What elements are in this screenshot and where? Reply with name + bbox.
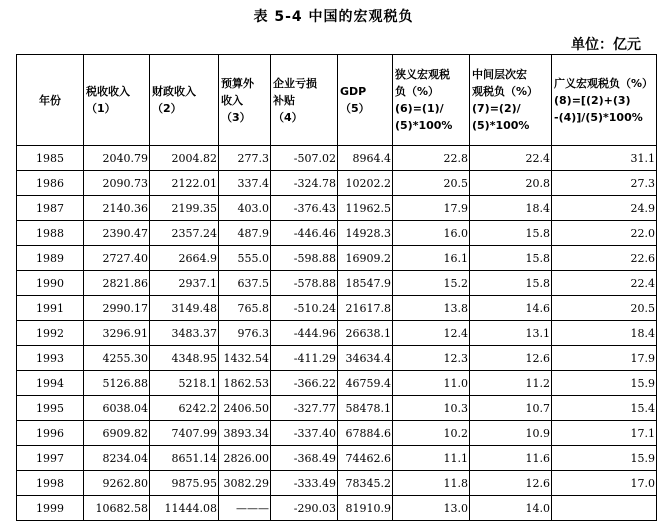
header-line: 观税负（%）	[472, 85, 539, 98]
table-row	[17, 346, 657, 371]
cell-extra-budgetary: 2826.00	[219, 446, 271, 471]
cell-year: 1996	[17, 421, 84, 446]
table-row	[17, 171, 657, 196]
cell-fiscal-revenue: 4348.95	[150, 346, 219, 371]
header-line: （2）	[152, 102, 182, 115]
header-line: 预算外	[221, 76, 254, 90]
cell-broad-burden: 24.9	[552, 196, 657, 221]
cell-broad-burden: 20.5	[552, 296, 657, 321]
cell-gdp: 46759.4	[338, 371, 393, 396]
cell-enterprise-subsidy: -327.77	[271, 396, 338, 421]
cell-narrow-burden: 10.2	[393, 421, 470, 446]
cell-gdp: 26638.1	[338, 321, 393, 346]
table-title: 表 5-4 中国的宏观税负	[253, 9, 414, 25]
header-line: （5）	[340, 102, 370, 115]
table-body	[17, 146, 657, 521]
cell-broad-burden: 22.4	[552, 271, 657, 296]
cell-enterprise-subsidy: -507.02	[271, 146, 338, 171]
cell-narrow-burden: 16.0	[393, 221, 470, 246]
cell-fiscal-revenue: 2122.01	[150, 171, 219, 196]
cell-year: 1999	[17, 496, 84, 521]
cell-gdp: 34634.4	[338, 346, 393, 371]
cell-extra-budgetary: 555.0	[219, 246, 271, 271]
cell-narrow-burden: 11.0	[393, 371, 470, 396]
header-line: 狭义宏观税	[395, 68, 450, 81]
header-extra-budgetary	[219, 55, 271, 146]
cell-tax-revenue: 10682.58	[84, 496, 150, 521]
cell-tax-revenue: 2090.73	[84, 171, 150, 196]
cell-year: 1985	[17, 146, 84, 171]
cell-broad-burden: 27.3	[552, 171, 657, 196]
header-tax-revenue	[84, 55, 150, 146]
header-line: 年份	[39, 93, 61, 107]
cell-extra-budgetary: 3082.29	[219, 471, 271, 496]
cell-enterprise-subsidy: -510.24	[271, 296, 338, 321]
cell-fiscal-revenue: 11444.08	[150, 496, 219, 521]
table-row	[17, 496, 657, 521]
cell-middle-burden: 14.6	[470, 296, 552, 321]
cell-fiscal-revenue: 9875.95	[150, 471, 219, 496]
cell-broad-burden: 17.0	[552, 471, 657, 496]
cell-year: 1997	[17, 446, 84, 471]
cell-gdp: 10202.2	[338, 171, 393, 196]
cell-middle-burden: 14.0	[470, 496, 552, 521]
cell-gdp: 78345.2	[338, 471, 393, 496]
cell-tax-revenue: 6909.82	[84, 421, 150, 446]
cell-year: 1989	[17, 246, 84, 271]
cell-enterprise-subsidy: -578.88	[271, 271, 338, 296]
cell-enterprise-subsidy: -598.88	[271, 246, 338, 271]
cell-tax-revenue: 2040.79	[84, 146, 150, 171]
cell-extra-budgetary: 3893.34	[219, 421, 271, 446]
header-line: -(4)]/(5)*100%	[554, 110, 643, 124]
cell-narrow-burden: 11.1	[393, 446, 470, 471]
cell-broad-burden: 22.0	[552, 221, 657, 246]
cell-fiscal-revenue: 2937.1	[150, 271, 219, 296]
cell-fiscal-revenue: 2004.82	[150, 146, 219, 171]
cell-tax-revenue: 2390.47	[84, 221, 150, 246]
macro-tax-burden-table	[16, 54, 657, 521]
unit-label: 单位：亿元	[571, 37, 641, 53]
table-row	[17, 471, 657, 496]
cell-middle-burden: 10.9	[470, 421, 552, 446]
cell-gdp: 21617.8	[338, 296, 393, 321]
cell-fiscal-revenue: 2357.24	[150, 221, 219, 246]
cell-tax-revenue: 5126.88	[84, 371, 150, 396]
header-year	[17, 55, 84, 146]
cell-tax-revenue: 4255.30	[84, 346, 150, 371]
header-line: 企业亏损	[273, 76, 317, 90]
table-row	[17, 196, 657, 221]
cell-tax-revenue: 2990.17	[84, 296, 150, 321]
header-line: 财政收入	[152, 85, 196, 98]
cell-year: 1993	[17, 346, 84, 371]
cell-narrow-burden: 13.8	[393, 296, 470, 321]
cell-year: 1990	[17, 271, 84, 296]
cell-tax-revenue: 6038.04	[84, 396, 150, 421]
cell-extra-budgetary: 2406.50	[219, 396, 271, 421]
header-fiscal-revenue	[150, 55, 219, 146]
header-line: 收入	[221, 93, 243, 107]
table-row	[17, 371, 657, 396]
cell-middle-burden: 18.4	[470, 196, 552, 221]
cell-fiscal-revenue: 3483.37	[150, 321, 219, 346]
header-enterprise-subsidy	[271, 55, 338, 146]
cell-broad-burden	[552, 496, 657, 521]
cell-year: 1987	[17, 196, 84, 221]
cell-tax-revenue: 2821.86	[84, 271, 150, 296]
cell-fiscal-revenue: 5218.1	[150, 371, 219, 396]
header-line: GDP	[340, 85, 367, 98]
cell-enterprise-subsidy: -366.22	[271, 371, 338, 396]
cell-middle-burden: 15.8	[470, 221, 552, 246]
cell-narrow-burden: 11.8	[393, 471, 470, 496]
header-line: 中间层次宏	[472, 68, 527, 81]
cell-middle-burden: 15.8	[470, 246, 552, 271]
cell-broad-burden: 15.9	[552, 371, 657, 396]
cell-tax-revenue: 9262.80	[84, 471, 150, 496]
cell-gdp: 11962.5	[338, 196, 393, 221]
cell-enterprise-subsidy: -444.96	[271, 321, 338, 346]
cell-tax-revenue: 3296.91	[84, 321, 150, 346]
header-line: (7)=(2)/	[472, 102, 521, 115]
cell-middle-burden: 11.6	[470, 446, 552, 471]
cell-year: 1998	[17, 471, 84, 496]
cell-gdp: 81910.9	[338, 496, 393, 521]
cell-middle-burden: 11.2	[470, 371, 552, 396]
cell-narrow-burden: 22.8	[393, 146, 470, 171]
table-row	[17, 146, 657, 171]
cell-extra-budgetary: ———	[219, 496, 271, 521]
cell-narrow-burden: 12.3	[393, 346, 470, 371]
cell-year: 1992	[17, 321, 84, 346]
cell-gdp: 74462.6	[338, 446, 393, 471]
header-gdp	[338, 55, 393, 146]
cell-extra-budgetary: 403.0	[219, 196, 271, 221]
table-row	[17, 296, 657, 321]
cell-narrow-burden: 20.5	[393, 171, 470, 196]
cell-fiscal-revenue: 7407.99	[150, 421, 219, 446]
cell-year: 1994	[17, 371, 84, 396]
cell-narrow-burden: 15.2	[393, 271, 470, 296]
cell-fiscal-revenue: 2199.35	[150, 196, 219, 221]
cell-extra-budgetary: 765.8	[219, 296, 271, 321]
cell-extra-budgetary: 637.5	[219, 271, 271, 296]
header-line: (5)*100%	[395, 119, 453, 132]
cell-extra-budgetary: 337.4	[219, 171, 271, 196]
cell-enterprise-subsidy: -324.78	[271, 171, 338, 196]
table-row	[17, 246, 657, 271]
cell-middle-burden: 10.7	[470, 396, 552, 421]
header-line: 税收收入	[86, 85, 130, 98]
cell-middle-burden: 22.4	[470, 146, 552, 171]
cell-extra-budgetary: 277.3	[219, 146, 271, 171]
header-line: 广义宏观税负（%）	[554, 76, 654, 90]
cell-tax-revenue: 2727.40	[84, 246, 150, 271]
cell-narrow-burden: 13.0	[393, 496, 470, 521]
cell-broad-burden: 22.6	[552, 246, 657, 271]
table-row	[17, 421, 657, 446]
cell-gdp: 18547.9	[338, 271, 393, 296]
cell-narrow-burden: 12.4	[393, 321, 470, 346]
header-broad-burden	[552, 55, 657, 146]
table-row	[17, 321, 657, 346]
table-row	[17, 446, 657, 471]
cell-gdp: 8964.4	[338, 146, 393, 171]
cell-middle-burden: 20.8	[470, 171, 552, 196]
cell-fiscal-revenue: 2664.9	[150, 246, 219, 271]
cell-year: 1988	[17, 221, 84, 246]
header-row	[17, 55, 657, 146]
cell-fiscal-revenue: 8651.14	[150, 446, 219, 471]
table-row	[17, 221, 657, 246]
cell-extra-budgetary: 1432.54	[219, 346, 271, 371]
cell-enterprise-subsidy: -290.03	[271, 496, 338, 521]
cell-tax-revenue: 8234.04	[84, 446, 150, 471]
header-line: （4）	[273, 110, 303, 124]
cell-gdp: 58478.1	[338, 396, 393, 421]
cell-broad-burden: 18.4	[552, 321, 657, 346]
header-line: (6)=(1)/	[395, 102, 444, 115]
cell-extra-budgetary: 1862.53	[219, 371, 271, 396]
cell-narrow-burden: 10.3	[393, 396, 470, 421]
cell-middle-burden: 15.8	[470, 271, 552, 296]
header-middle-burden	[470, 55, 552, 146]
cell-middle-burden: 13.1	[470, 321, 552, 346]
cell-tax-revenue: 2140.36	[84, 196, 150, 221]
cell-broad-burden: 31.1	[552, 146, 657, 171]
cell-broad-burden: 17.9	[552, 346, 657, 371]
cell-fiscal-revenue: 3149.48	[150, 296, 219, 321]
cell-extra-budgetary: 976.3	[219, 321, 271, 346]
cell-gdp: 67884.6	[338, 421, 393, 446]
table-row	[17, 271, 657, 296]
cell-broad-burden: 15.4	[552, 396, 657, 421]
cell-gdp: 16909.2	[338, 246, 393, 271]
header-line: （1）	[86, 102, 116, 115]
cell-middle-burden: 12.6	[470, 471, 552, 496]
header-narrow-burden	[393, 55, 470, 146]
cell-enterprise-subsidy: -337.40	[271, 421, 338, 446]
header-line: （3）	[221, 110, 251, 124]
cell-enterprise-subsidy: -376.43	[271, 196, 338, 221]
cell-narrow-burden: 16.1	[393, 246, 470, 271]
header-line: 补贴	[273, 93, 295, 107]
cell-enterprise-subsidy: -411.29	[271, 346, 338, 371]
cell-broad-burden: 17.1	[552, 421, 657, 446]
header-line: 负（%）	[395, 85, 440, 98]
cell-middle-burden: 12.6	[470, 346, 552, 371]
table-row	[17, 396, 657, 421]
cell-gdp: 14928.3	[338, 221, 393, 246]
cell-narrow-burden: 17.9	[393, 196, 470, 221]
cell-year: 1991	[17, 296, 84, 321]
cell-year: 1995	[17, 396, 84, 421]
cell-extra-budgetary: 487.9	[219, 221, 271, 246]
header-line: (5)*100%	[472, 119, 530, 132]
cell-fiscal-revenue: 6242.2	[150, 396, 219, 421]
header-line: (8)=[(2)+(3)	[554, 93, 631, 107]
cell-enterprise-subsidy: -333.49	[271, 471, 338, 496]
cell-enterprise-subsidy: -368.49	[271, 446, 338, 471]
cell-enterprise-subsidy: -446.46	[271, 221, 338, 246]
cell-broad-burden: 15.9	[552, 446, 657, 471]
cell-year: 1986	[17, 171, 84, 196]
